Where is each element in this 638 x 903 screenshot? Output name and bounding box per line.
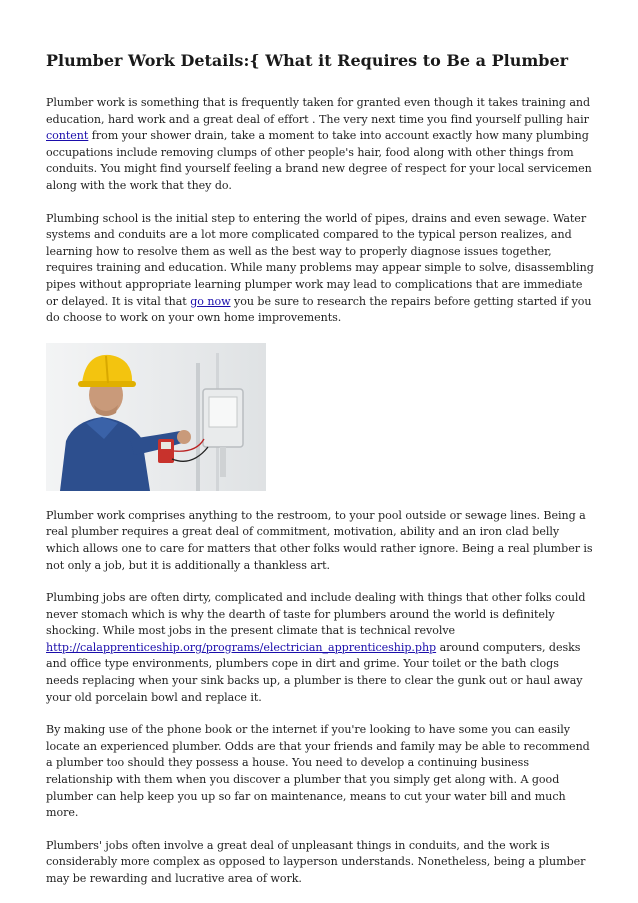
page-title: Plumber Work Details:{ What it Requires to Be a Plumber bbox=[46, 51, 569, 70]
paragraph-text: Plumbing school is the initial step to entering the world of pipes, drains and even sewage. Water systems and conduits are a lot more complicated compared to the typical person realizes, and learning how to resolve them as well as the best way to properly diagnose issues together, requires training and education. While many problems may appear simple to solve, disassembling pipes without appropriate learning plumper work may lead to complications that are immediate or delayed. It is vital that bbox=[46, 211, 594, 308]
content-link[interactable]: content bbox=[46, 129, 89, 143]
plumber-photo bbox=[46, 343, 266, 491]
paragraph-school bbox=[46, 211, 594, 327]
plumber-illustration bbox=[46, 343, 266, 491]
paragraph-finding: By making use of the phone book or the internet if you're looking to have some you can easily locate an experienced plumber. Odds are that your friends and family may be able to recommend a plumber too should they possess a house. You need to develop a continuing business relationship with them when you discover a plumber that you simply get along with. A good plumber can help keep you up so far on maintenance, means to cut your water bill and much more. bbox=[46, 723, 590, 820]
paragraph-text: from your shower drain, take a moment to take into account exactly how many plumbing occupations include removing clumps of other people's hair, food along with other things from conduits. You might find yourself feeling a brand new degree of respect for your local servicemen along with the work that they do. bbox=[46, 129, 592, 192]
paragraph-text: Plumbing jobs are often dirty, complicated and include dealing with things that other folks could never stomach which is why the dearth of taste for plumbers around the world is definitely shocking. While most jobs in the present climate that is technical revolve bbox=[46, 591, 586, 638]
apprenticeship-link[interactable]: http://calapprenticeship.org/programs/electrician_apprenticeship.php bbox=[46, 640, 437, 654]
paragraph-jobs bbox=[46, 590, 594, 706]
go-now-link[interactable]: go now bbox=[190, 294, 231, 308]
paragraph-conclusion: Plumbers' jobs often involve a great deal of unpleasant things in conduits, and the work is considerably more complex as opposed to layperson understands. Nonetheless, being a plumber may be rewarding and lucrative area of work. bbox=[46, 838, 586, 885]
paragraph-text: Plumber work is something that is frequently taken for granted even though it takes training and education, hard work and a great deal of effort . The very next time you find yourself pulling hair bbox=[46, 96, 591, 126]
paragraph-intro bbox=[46, 95, 594, 195]
document-page bbox=[46, 46, 594, 888]
paragraph-text: you be sure to research the repairs before getting started if you do choose to work on your own home improvements. bbox=[46, 294, 592, 325]
paragraph-text: around computers, desks and office type environments, plumbers cope in dirt and grime. Your toilet or the bath clogs needs replacing when your sink backs up, a plumber is there to clear the gunk out or haul away your old porcelain bowl and replace it. bbox=[46, 640, 583, 704]
paragraph-scope: Plumber work comprises anything to the restroom, to your pool outside or sewage lines. Being a real plumber requires a great deal of commitment, motivation, ability and an iron clad belly which allows one to care for matters that other folks would rather ignore. Being a real plumber is not only a job, but it is additionally a thankless art. bbox=[46, 508, 593, 572]
